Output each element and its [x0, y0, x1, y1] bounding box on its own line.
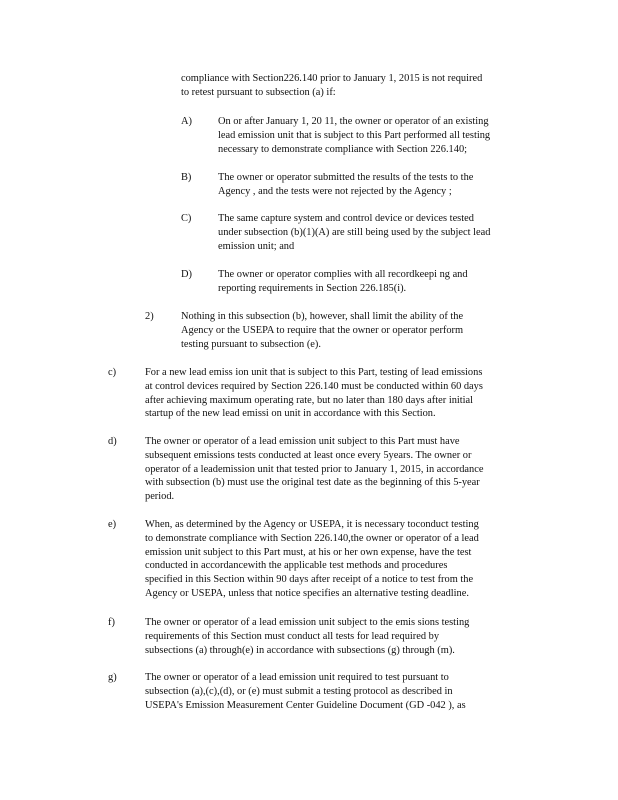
- text-line: conducted in accordancewith the applicable test methods and procedures: [145, 560, 448, 572]
- text-line: lead emission unit that is subject to this Part performed all testing: [218, 129, 491, 141]
- subitem-label: C): [181, 213, 192, 224]
- text-line: Agency or USEPA, unless that notice specifies an alternative testing deadline.: [145, 587, 469, 599]
- text-line: Agency or the USEPA to require that the owner or operator perform: [181, 324, 464, 336]
- text-line: specified in this Section within 90 days after receipt of a notice to test from the: [145, 574, 474, 586]
- text-line: emission unit subject to this Part must, at his or her own expense, have the test: [145, 546, 472, 558]
- text-line: On or after January 1, 20 11, the owner or operator of an existing: [218, 116, 489, 127]
- text-line: Nothing in this subsection (b), however, shall limit the ability of the: [181, 311, 464, 322]
- text-line: subsequent emissions tests conducted at least once every 5years. The owner or: [145, 449, 472, 461]
- section-label: e): [108, 519, 117, 530]
- text-line: The owner or operator submitted the results of the tests to the: [218, 172, 474, 183]
- subitem-label: A): [181, 116, 192, 127]
- text-line: to retest pursuant to subsection (a) if:: [181, 86, 336, 98]
- text-line: requirements of this Section must conduct all tests for lead required by: [145, 630, 440, 642]
- text-line: startup of the new lead emissi on unit in accordance with this Section.: [145, 408, 436, 420]
- text-line: reporting requirements in Section 226.185(i).: [218, 282, 407, 294]
- section-label: c): [108, 367, 117, 378]
- text-line: The owner or operator of a lead emission unit required to test pursuant to: [145, 672, 449, 683]
- text-line: to demonstrate compliance with Section 226.140,the owner or operator of a lead: [145, 532, 479, 544]
- text-line: emission unit; and: [218, 240, 295, 252]
- subitem-label: B): [181, 172, 192, 183]
- text-line: operator of a leademission unit that tested prior to January 1, 2015, in accordance: [145, 463, 484, 475]
- text-line: under subsection (b)(1)(A) are still being used by the subject lead: [218, 226, 491, 238]
- text-line: necessary to demonstrate compliance with Section 226.140;: [218, 143, 468, 155]
- text-line: testing pursuant to subsection (e).: [181, 338, 321, 350]
- item-label: 2): [145, 311, 154, 322]
- text-line: subsections (a) through(e) in accordance with subsections (g) through (m).: [145, 644, 455, 656]
- text-line: The owner or operator of a lead emission unit subject to this Part must have: [145, 436, 460, 447]
- text-line: with subsection (b) must use the original test date as the beginning of this 5-year: [145, 477, 480, 489]
- text-line: The same capture system and control device or devices tested: [218, 213, 474, 224]
- text-line: after achieving maximum operating rate, but no later than 180 days after initial: [145, 394, 474, 406]
- section-label: d): [108, 436, 117, 447]
- text-line: subsection (a),(c),(d), or (e) must submit a testing protocol as described in: [145, 685, 453, 697]
- text-line: When, as determined by the Agency or USEPA, it is necessary toconduct testing: [145, 519, 479, 530]
- section-label: f): [108, 617, 115, 628]
- text-line: The owner or operator complies with all recordkeepi ng and: [218, 269, 468, 280]
- text-line: compliance with Section226.140 prior to January 1, 2015 is not required: [181, 73, 483, 84]
- section-label: g): [108, 672, 117, 683]
- text-line: USEPA's Emission Measurement Center Guideline Document (GD -042 ), as: [145, 699, 466, 711]
- subitem-label: D): [181, 269, 192, 280]
- text-line: period.: [145, 491, 175, 503]
- text-line: Agency , and the tests were not rejected by the Agency ;: [218, 185, 452, 197]
- text-line: The owner or operator of a lead emission unit subject to the emis sions testing: [145, 617, 470, 628]
- text-line: at control devices required by Section 226.140 must be conducted within 60 days: [145, 380, 483, 392]
- text-line: For a new lead emiss ion unit that is subject to this Part, testing of lead emissions: [145, 367, 483, 378]
